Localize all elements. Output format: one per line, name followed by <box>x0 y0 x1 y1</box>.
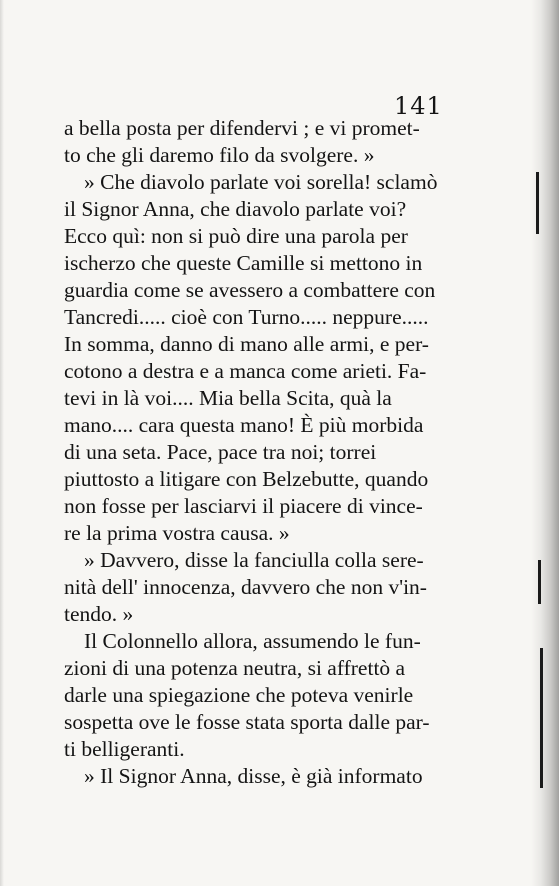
text-line: » Che diavolo parlate voi sorella! sclamò <box>84 170 438 194</box>
text-line: zioni di una potenza neutra, si affrettò a <box>64 656 406 680</box>
text-line: re la prima vostra causa. » <box>64 521 290 545</box>
page-gutter-shadow <box>531 0 559 886</box>
text-line: cotono a destra e a manca come arieti. Fa- <box>64 359 427 383</box>
text-line: ti belligeranti. <box>64 737 185 761</box>
text-line: di una seta. Pace, pace tra noi; torrei <box>64 440 377 464</box>
text-line: Tancredi..... cioè con Turno..... neppure..... <box>64 305 429 329</box>
text-line: a bella posta per difendervi ; e vi promet- <box>64 116 420 140</box>
text-line: Il Colonnello allora, assumendo le fun- <box>84 629 421 653</box>
text-line: mano.... cara questa mano! È più morbida <box>64 413 424 437</box>
text-line: tendo. » <box>64 602 134 626</box>
text-line: ischerzo che queste Camille si mettono in <box>64 251 423 275</box>
gutter-mark <box>538 560 541 604</box>
text-line: tevi in là voi.... Mia bella Scita, quà la <box>64 386 392 410</box>
text-line: to che gli daremo filo da svolgere. » <box>64 143 375 167</box>
text-line: sospetta ove le fosse stata sporta dalle par- <box>64 710 430 734</box>
text-line: nità dell' innocenza, davvero che non v'in- <box>64 575 427 599</box>
text-line: non fosse per lasciarvi il piacere di vince- <box>64 494 423 518</box>
text-line: In somma, danno di mano alle armi, e per- <box>64 332 429 356</box>
text-line: Ecco quì: non si può dire una parola per <box>64 224 408 248</box>
page-number: 141 <box>394 92 443 120</box>
text-line: guardia come se avessero a combattere con <box>64 278 436 302</box>
text-line: darle una spiegazione che poteva venirle <box>64 683 414 707</box>
page-left-edge <box>0 0 4 886</box>
text-line: » Davvero, disse la fanciulla colla sere- <box>84 548 424 572</box>
gutter-mark <box>536 172 539 234</box>
text-line: piuttosto a litigare con Belzebutte, quando <box>64 467 429 491</box>
gutter-mark <box>540 648 543 788</box>
text-line: » Il Signor Anna, disse, è già informato <box>84 764 423 788</box>
text-line: il Signor Anna, che diavolo parlate voi? <box>64 197 407 221</box>
